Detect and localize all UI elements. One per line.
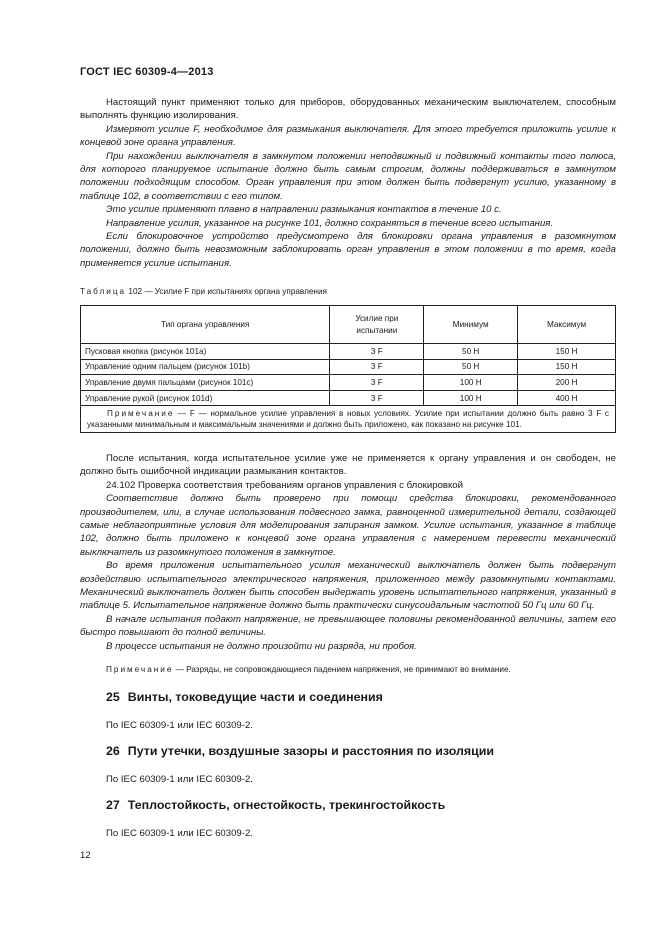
paragraph: Направление усилия, указанное на рисунке 101, должно сохраняться в течение всего испытания. xyxy=(106,217,554,229)
table-note-label: Примечание xyxy=(107,409,175,419)
table-cell: 3 F xyxy=(330,390,424,406)
section-heading xyxy=(106,744,494,758)
column-header: Тип органа управления xyxy=(81,306,330,344)
section-number: 26 xyxy=(106,744,120,758)
table-cell: 200 Н xyxy=(518,375,616,391)
paragraph: После испытания, когда испытательное усилие уже не применяется к органу управления и он свободен, не должно быть ошибочной индикации размыкания контактов. xyxy=(80,453,616,478)
paragraph: Настоящий пункт применяют только для приборов, оборудованных механическим выключателем, способным выполнять функцию изолирования. xyxy=(80,97,616,122)
table-cell: 100 Н xyxy=(424,390,518,406)
note xyxy=(106,665,511,674)
column-header: Максимум xyxy=(518,306,616,344)
table-cell: 50 Н xyxy=(424,344,518,360)
paragraph: Во время приложения испытательного усилия механический выключатель должен быть подвергнут воздействию испытательного электрического напряжения, приложенного между разомкнутыми контактами. Механический выключатель должен быть способен выдержать уровень испытательного напряжения, указанный в таблице 5. Испытательное напряжение должно быть практически синусоидальным частотой 50 Гц или 60 Гц. xyxy=(80,560,616,612)
table-note-row xyxy=(81,406,616,433)
paragraph: Соответствие должно быть проверено при помощи средства блокировки, рекомендованного производителем, или, в случае использования подвесного замка, равноценной измерительной детали, создающей самые неблагоприятные условия для моделирования запирания замком. Усилие испытания, указанное в таблице 102, должно быть приложено к концевой зоне органа управления с намерением перевести механический выключатель из разомкнутого положения в замкнутое. xyxy=(80,493,616,558)
table-cell: Управление двумя пальцами (рисунок 101c) xyxy=(81,375,330,391)
section-title: Теплостойкость, огнестойкость, трекингостойкость xyxy=(127,798,446,812)
test-text xyxy=(80,452,616,653)
paragraph: Если блокировочное устройство предусмотрено для блокировки органа управления в разомкнутом положении, должно быть невозможным заблокировать орган управления в этом положении в то время, когда применяется усилие испытания. xyxy=(80,231,616,269)
section-number: 27 xyxy=(106,798,120,812)
section-number: 25 xyxy=(106,690,120,704)
note-label: Примечание xyxy=(106,665,174,674)
section-title: Пути утечки, воздушные зазоры и расстояния по изоляции xyxy=(127,744,494,758)
table-row xyxy=(81,359,616,375)
table-note-text: — F — нормальное усилие управления в новых условиях. Усилие при испытании должно быть равно 3 F с указанными минимальным и максимальным значениями и должно быть приложено, как показано на рисунке 101. xyxy=(87,409,609,430)
table-note xyxy=(81,406,616,433)
table-cell: 150 Н xyxy=(518,344,616,360)
section-body: По IEC 60309-1 или IEC 60309-2. xyxy=(106,720,253,731)
paragraph: В начале испытания подают напряжение, не превышающее половины рекомендованной величины, затем его быстро повышают до полной величины. xyxy=(80,613,616,639)
section-title: Винты, токоведущие части и соединения xyxy=(127,690,383,704)
column-header: Минимум xyxy=(424,306,518,344)
table-header-row xyxy=(81,306,616,344)
table-row xyxy=(81,375,616,391)
table-cell: 3 F xyxy=(330,359,424,375)
table-cell: Управление рукой (рисунок 101d) xyxy=(81,390,330,406)
table-cell: Пусковая кнопка (рисунок 101a) xyxy=(81,344,330,360)
table-cell: 3 F xyxy=(330,375,424,391)
section-heading xyxy=(106,798,445,812)
page-number: 12 xyxy=(80,850,91,861)
table-cell: 50 Н xyxy=(424,359,518,375)
table-caption xyxy=(80,287,327,296)
table-caption-word: Таблица xyxy=(80,287,127,296)
note-text: — Разряды, не сопровождающиеся падением напряжения, не принимают во внимание. xyxy=(173,665,511,674)
subclause-heading: 24.102 Проверка соответствия требованиям органов управления с блокировкой xyxy=(106,479,464,491)
intro-text xyxy=(80,96,616,270)
table-cell: 100 Н xyxy=(424,375,518,391)
document-header: ГОСТ IEC 60309-4—2013 xyxy=(80,66,214,78)
table-row xyxy=(81,390,616,406)
table-cell: 400 Н xyxy=(518,390,616,406)
section-heading xyxy=(106,690,383,704)
paragraph: В процессе испытания не должно произойти ни разряда, ни пробоя. xyxy=(106,640,417,652)
force-table xyxy=(80,305,616,433)
column-header: Усилие при испытании xyxy=(330,306,424,344)
table-cell: 150 Н xyxy=(518,359,616,375)
paragraph: Измеряют усилие F, необходимое для размыкания выключателя. Для этого требуется приложить усилие к концевой зоне органа управления. xyxy=(80,123,616,149)
table-row xyxy=(81,344,616,360)
section-body: По IEC 60309-1 или IEC 60309-2. xyxy=(106,828,253,839)
table-cell: 3 F xyxy=(330,344,424,360)
section-body: По IEC 60309-1 или IEC 60309-2. xyxy=(106,774,253,785)
paragraph: Это усилие применяют плавно в направлении размыкания контактов в течение 10 с. xyxy=(106,204,502,216)
table-cell: Управление одним пальцем (рисунок 101b) xyxy=(81,359,330,375)
table-caption-text: 102 — Усилие F при испытаниях органа управления xyxy=(126,287,327,296)
paragraph: При нахождении выключателя в замкнутом положении неподвижный и подвижный контакты того полюса, для которого планируемое испытание должно быть самым строгим, должны поддерживаться в замкнутом положении подходящим способом. Орган управления при этом должен быть подвергнут усилию, указанному в таблице 102, в соответствии с его типом. xyxy=(80,150,616,202)
